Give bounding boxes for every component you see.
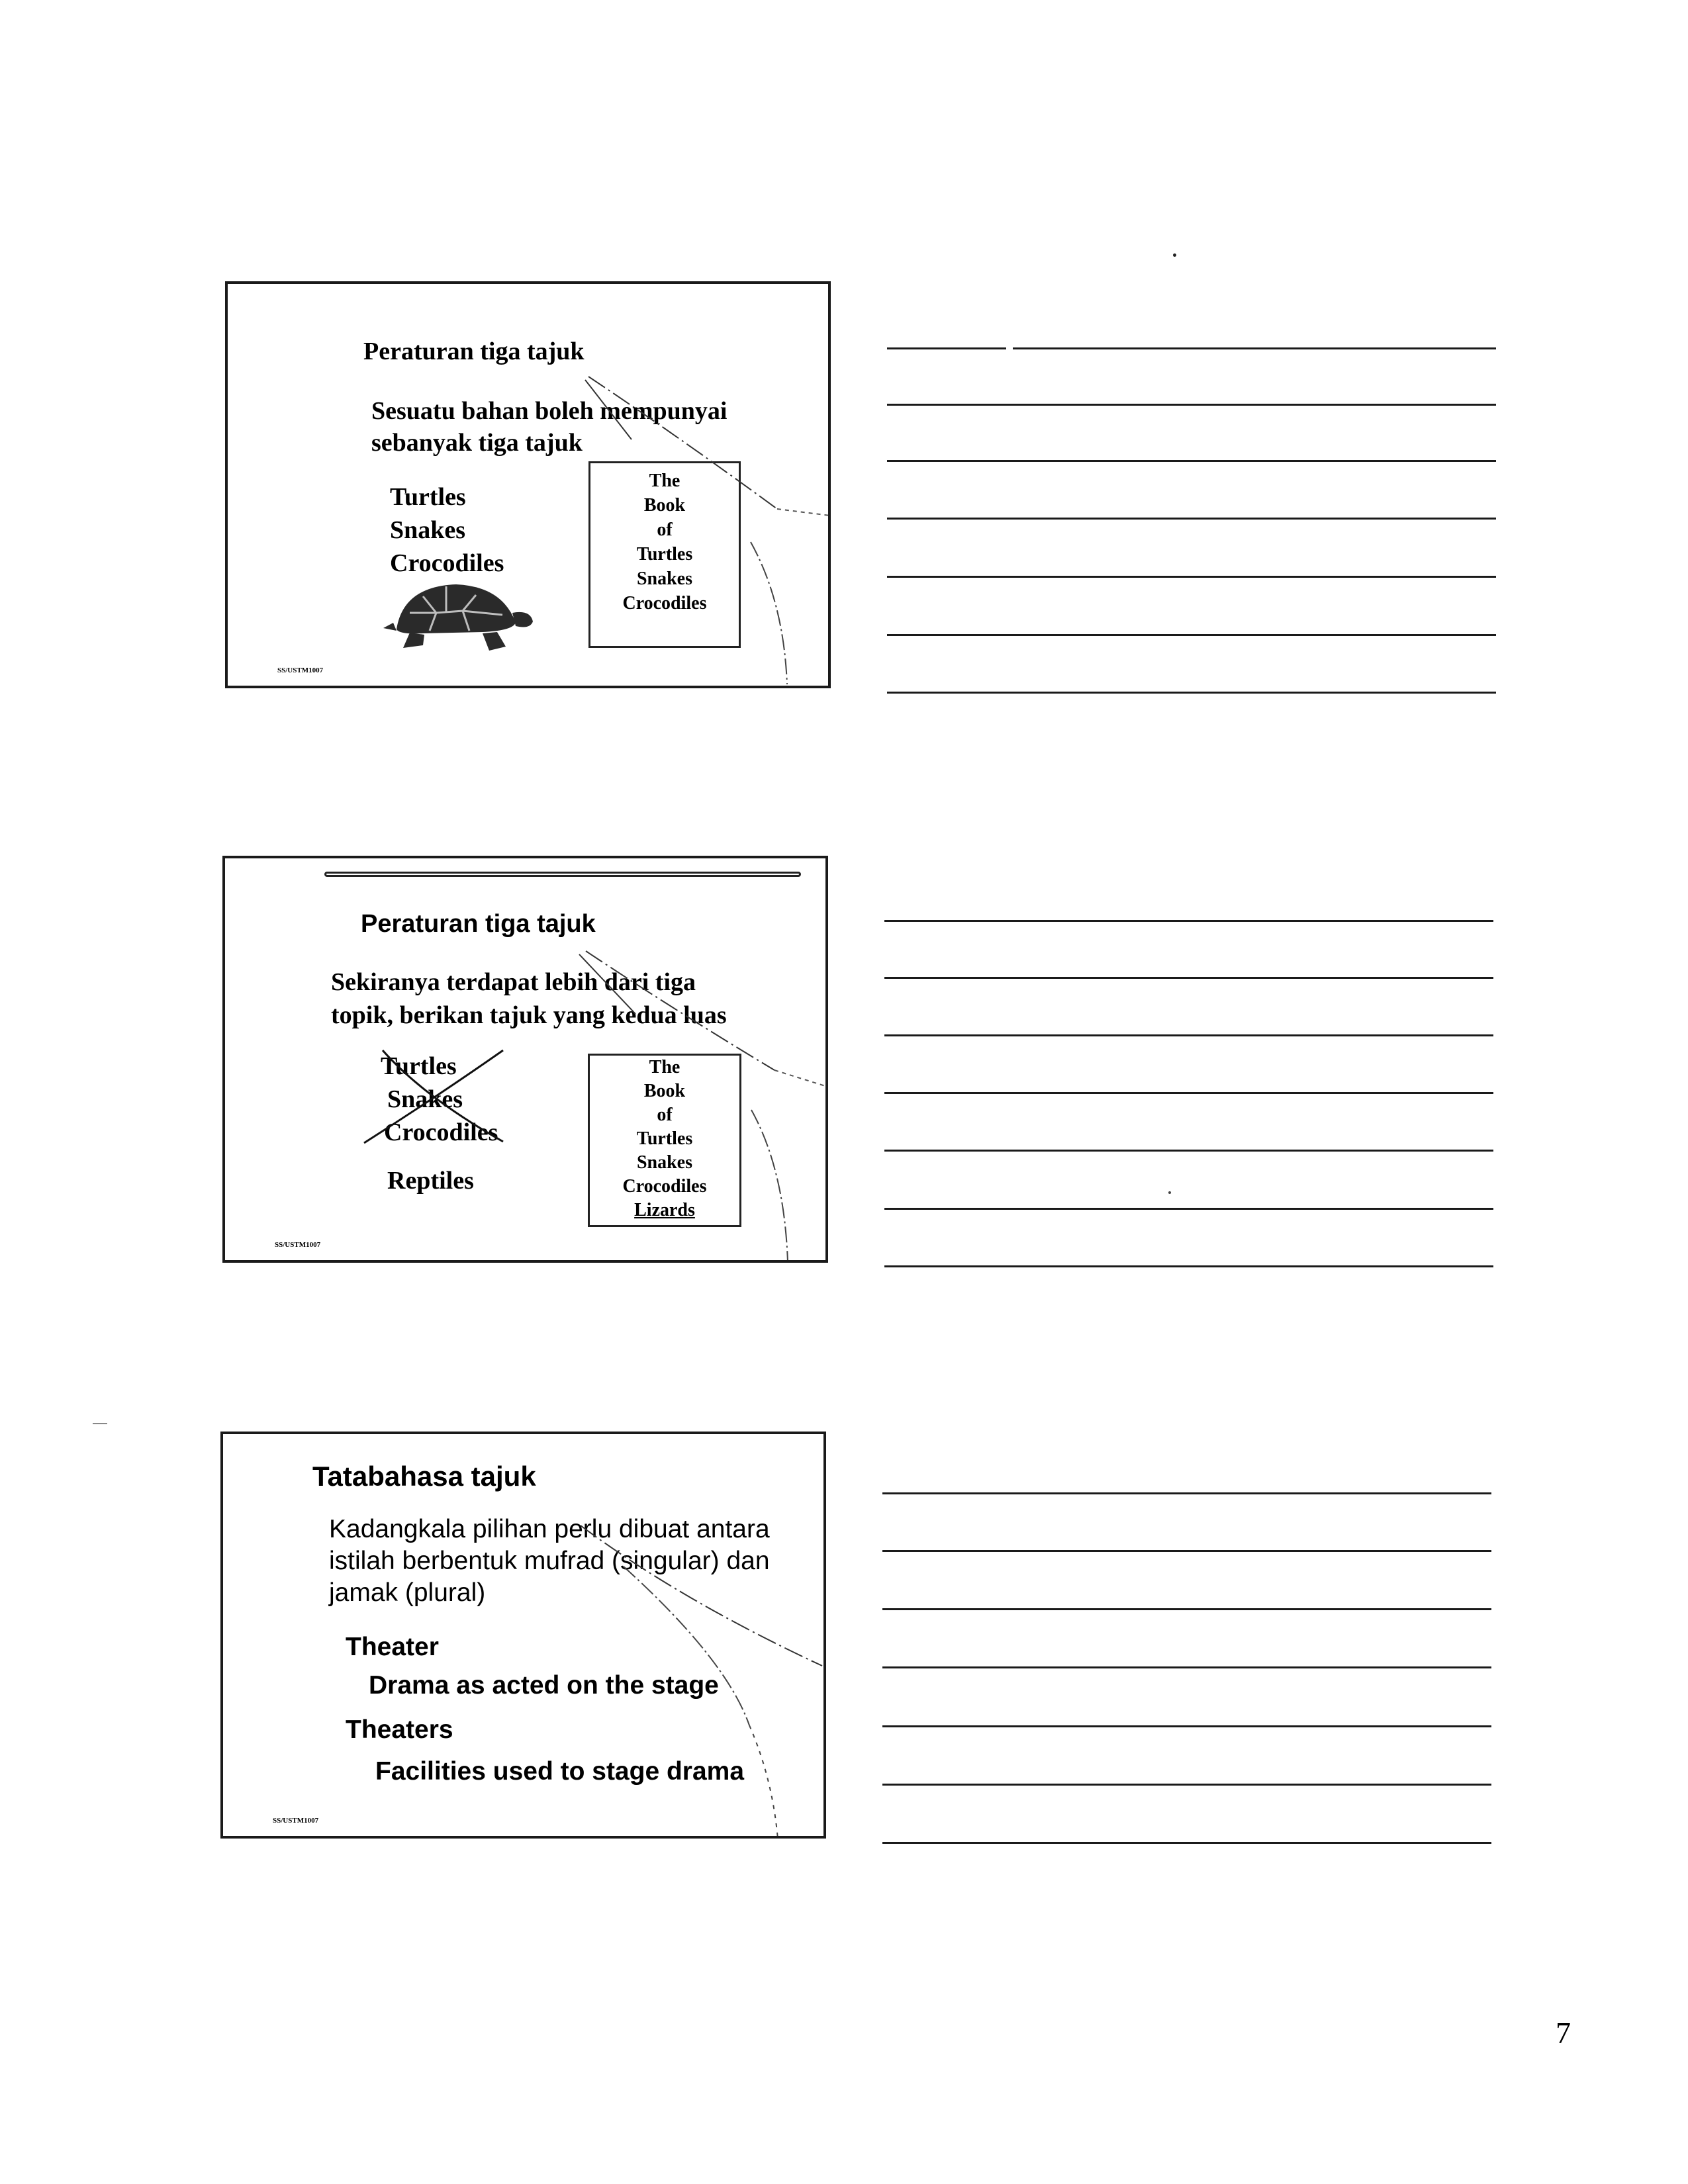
slide-3-term-2: Theaters xyxy=(346,1715,453,1744)
slide-2-crossed-snakes: Snakes xyxy=(387,1085,463,1113)
slide-1-item-snakes: Snakes xyxy=(390,516,466,544)
slide-1 xyxy=(225,281,831,688)
slide-3-footer: SS/USTM1007 xyxy=(273,1817,319,1825)
book-line: of xyxy=(657,1105,673,1125)
note-line xyxy=(887,518,1496,520)
note-line xyxy=(884,1150,1493,1152)
slide-2 xyxy=(222,856,828,1263)
slide-3-definition-2: Facilities used to stage drama xyxy=(375,1757,745,1786)
book-line: Turtles xyxy=(636,1128,693,1149)
note-line xyxy=(884,977,1493,979)
book-line: Crocodiles xyxy=(622,593,707,614)
slide-2-footer: SS/USTM1007 xyxy=(275,1241,321,1249)
note-line xyxy=(1013,347,1496,349)
note-line xyxy=(887,347,1006,349)
slide-3-term-1: Theater xyxy=(346,1633,439,1661)
slide-2-title: Peraturan tiga tajuk xyxy=(361,910,596,938)
note-line xyxy=(887,404,1496,406)
book-line: Snakes xyxy=(636,1152,693,1173)
book-line: The xyxy=(649,471,680,491)
note-line xyxy=(882,1492,1491,1494)
book-line: The xyxy=(649,1057,680,1077)
book-line: Crocodiles xyxy=(622,1176,707,1197)
note-line xyxy=(882,1784,1491,1786)
book-line: Snakes xyxy=(636,569,693,589)
book-line: Turtles xyxy=(636,544,693,565)
note-line xyxy=(887,460,1496,462)
slide-2-body-line-2: topik, berikan tajuk yang kedua luas xyxy=(331,1001,727,1029)
book-line: Book xyxy=(643,1081,686,1101)
note-line xyxy=(882,1842,1491,1844)
slide-1-item-turtles: Turtles xyxy=(390,483,466,511)
slide-2-top-rule xyxy=(324,872,801,877)
slide-1-footer: SS/USTM1007 xyxy=(277,666,324,674)
note-line xyxy=(882,1608,1491,1610)
slide-2-crossed-crocodiles: Crocodiles xyxy=(384,1118,498,1146)
slide-2-replacement: Reptiles xyxy=(387,1167,474,1195)
note-line xyxy=(887,634,1496,636)
note-line xyxy=(884,920,1493,922)
book-line: Lizards xyxy=(634,1200,695,1220)
slide-3-body-line-3: jamak (plural) xyxy=(329,1578,486,1607)
slide-3 xyxy=(220,1432,826,1839)
scan-speck xyxy=(1168,1191,1171,1194)
slide-2-book-cover xyxy=(588,1054,741,1227)
note-line xyxy=(884,1208,1493,1210)
slide-3-body-line-2: istilah berbentuk mufrad (singular) dan xyxy=(329,1547,770,1575)
note-line xyxy=(882,1666,1491,1668)
note-line xyxy=(882,1725,1491,1727)
note-line xyxy=(887,692,1496,694)
note-line xyxy=(887,576,1496,578)
note-line xyxy=(884,1092,1493,1094)
slide-3-title: Tatabahasa tajuk xyxy=(312,1461,536,1492)
book-line: of xyxy=(657,520,673,540)
slide-3-body-line-1: Kadangkala pilihan perlu dibuat antara xyxy=(329,1515,770,1543)
slide-1-item-crocodiles: Crocodiles xyxy=(390,549,504,577)
slide-3-definition-1: Drama as acted on the stage xyxy=(369,1671,719,1700)
slide-1-title: Peraturan tiga tajuk xyxy=(363,338,585,365)
scan-speck xyxy=(93,1423,107,1424)
slide-1-body-line-1: Sesuatu bahan boleh mempunyai xyxy=(371,397,727,425)
slide-2-body-line-1: Sekiranya terdapat lebih dari tiga xyxy=(331,968,696,996)
slide-2-crossed-turtles: Turtles xyxy=(381,1052,457,1080)
slide-1-body-line-2: sebanyak tiga tajuk xyxy=(371,429,583,457)
note-line xyxy=(884,1265,1493,1267)
slide-1-book-cover xyxy=(588,461,741,648)
book-line: Book xyxy=(643,495,686,516)
turtle-icon xyxy=(383,576,536,656)
scan-speck xyxy=(1173,253,1176,257)
page-number: 7 xyxy=(1556,2016,1571,2050)
note-line xyxy=(882,1550,1491,1552)
note-line xyxy=(884,1034,1493,1036)
